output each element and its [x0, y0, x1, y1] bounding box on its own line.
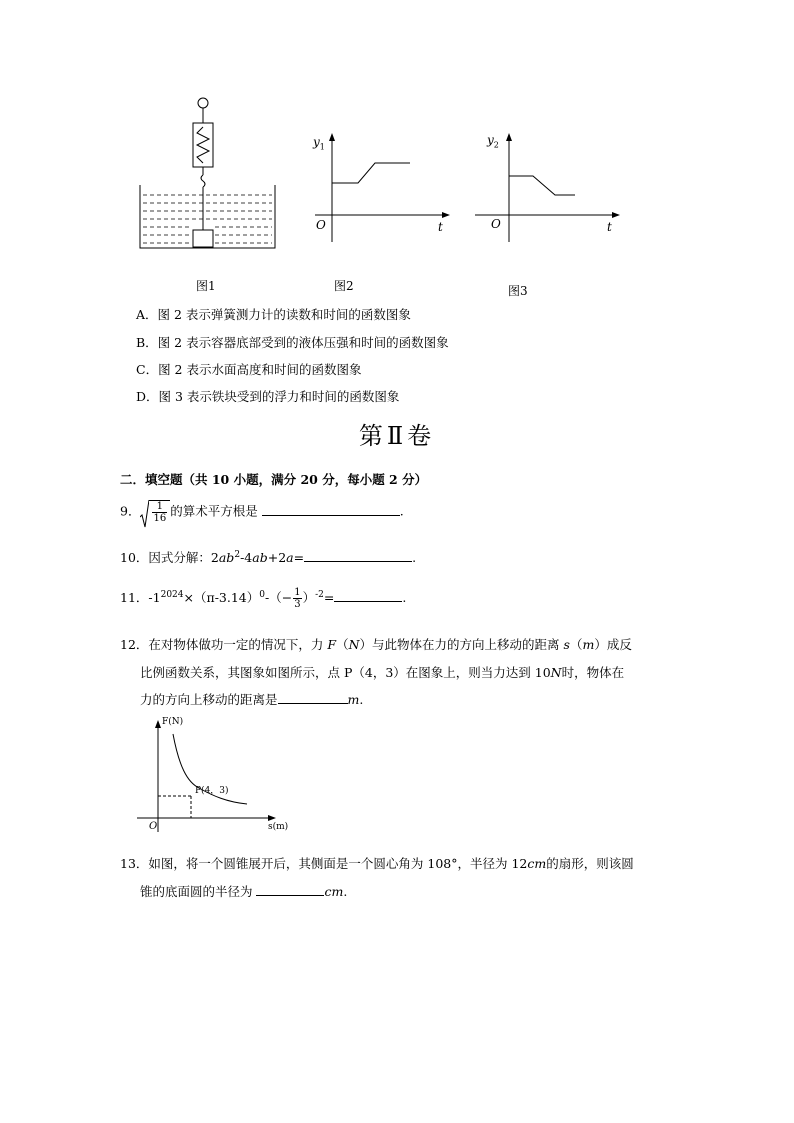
question-12-line1	[120, 636, 632, 654]
q13-text-end: 的扇形，则该圆	[546, 856, 634, 871]
q9-text: 的算术平方根是	[170, 503, 258, 519]
q12-unit-N: N	[348, 637, 360, 652]
q13-end: .	[343, 884, 348, 899]
question-13-line1	[120, 855, 634, 873]
q10-exp: 2	[234, 550, 241, 560]
q12-unit-N2: N	[550, 665, 562, 680]
figure-1	[135, 95, 280, 255]
q10-var-ab2: ab	[252, 550, 268, 566]
q11-exp-neg2: -2	[315, 590, 324, 600]
q13-text: 13．如图，将一个圆锥展开后，其侧面是一个圆心角为 108°，半径为 12	[120, 856, 528, 871]
q10-prefix: 10．因式分解：2	[120, 550, 219, 566]
q10-plus: +2	[267, 550, 287, 566]
option-a: A．图 2 表示弹簧测力计的读数和时间的函数图象	[136, 307, 411, 322]
fig2-y-label: y	[313, 135, 320, 149]
q9-number: 9．	[120, 503, 141, 519]
fig3-origin: O	[491, 217, 501, 231]
q13-unit-cm2: cm	[324, 884, 344, 899]
fig3-y-subscript: 2	[493, 140, 499, 150]
q13-line2-text: 锥的底面圆的半径为	[140, 884, 257, 899]
q12-text-c: ）成反	[594, 637, 632, 652]
q11-exp-2024: 2024	[160, 590, 184, 600]
q10-equals: =	[293, 550, 305, 566]
q10-var-a: a	[286, 550, 294, 566]
q10-answer-blank[interactable]	[304, 549, 412, 562]
q11-prefix: 11．-1	[120, 590, 161, 606]
fig2-origin: O	[316, 218, 326, 232]
q12-line3-text: 力的方向上移动的距离是	[140, 692, 278, 707]
question-10	[120, 546, 416, 567]
spring-scale-diagram	[135, 95, 280, 255]
q12-end: .	[359, 692, 364, 707]
q12-unit: m	[347, 692, 360, 707]
question-12-line2	[140, 663, 624, 681]
q10-end: .	[412, 550, 417, 566]
q12-graph-origin: O	[149, 821, 158, 832]
fig3-t-label: t	[607, 220, 612, 234]
fig2-caption: 图2	[334, 279, 354, 293]
fig2-y-subscript: 1	[319, 142, 325, 152]
fig1-caption: 图1	[196, 279, 216, 293]
q10-mid: -4	[240, 550, 253, 566]
q11-close: ）	[302, 590, 316, 606]
fig2-t-label: t	[438, 220, 443, 234]
q9-answer-blank[interactable]	[262, 503, 400, 516]
q12-var-F: F	[327, 637, 337, 652]
q13-answer-blank[interactable]	[256, 883, 324, 896]
q12-line2-end: 时，物体在	[561, 665, 625, 680]
q11-mid2: -（−	[264, 590, 293, 606]
fig3-caption: 图3	[508, 284, 528, 298]
q12-text-a: 12．在对物体做功一定的情况下，力	[120, 637, 328, 652]
question-12-line3	[140, 690, 363, 708]
q12-graph-point: P(4，3)	[195, 786, 229, 796]
q12-paren: （	[336, 637, 349, 652]
q9-frac-den: 16	[153, 513, 167, 524]
q12-paren2: （	[569, 637, 583, 652]
option-b: B．图 2 表示容器底部受到的液体压强和时间的函数图象	[136, 335, 449, 350]
q11-equals: =	[323, 590, 335, 606]
option-c: C．图 2 表示水面高度和时间的函数图象	[136, 362, 362, 377]
q12-var-s: s	[563, 637, 570, 652]
q11-frac-num: 1	[294, 587, 301, 599]
q11-end: .	[402, 590, 407, 606]
inverse-proportion-graph	[135, 716, 295, 836]
part-title: 第Ⅱ卷	[358, 422, 436, 450]
q12-unit-m: m	[582, 637, 595, 652]
section-heading: 二．填空题（共 10 小题，满分 20 分，每小题 2 分）	[120, 472, 428, 487]
q12-graph-x-label: s(m)	[268, 822, 289, 832]
option-d: D．图 3 表示铁块受到的浮力和时间的函数图象	[136, 389, 400, 404]
q12-graph-y-label: F(N)	[162, 717, 184, 727]
q11-frac-den: 3	[294, 599, 301, 611]
sqrt-expression	[140, 500, 170, 524]
q12-graph	[135, 716, 295, 836]
q11-mid: ×（π-3.14）	[183, 590, 260, 606]
fig3-y-label: y	[487, 133, 494, 147]
q10-var-ab: ab	[218, 550, 235, 566]
question-13-line2	[140, 882, 347, 900]
q9-end: .	[399, 503, 404, 519]
q11-answer-blank[interactable]	[334, 589, 402, 602]
q12-text-b: ）与此物体在力的方向上移动的距离	[359, 637, 564, 652]
q13-unit-cm: cm	[527, 856, 547, 871]
q11-exp-0: 0	[259, 590, 265, 600]
q9-frac-num: 1	[152, 501, 167, 513]
question-9	[120, 500, 404, 524]
q12-answer-blank[interactable]	[278, 691, 348, 704]
q12-line2-text: 比例函数关系，其图象如图所示，点 P（4，3）在图象上，则当力达到 10	[140, 665, 551, 680]
question-11	[120, 586, 406, 610]
